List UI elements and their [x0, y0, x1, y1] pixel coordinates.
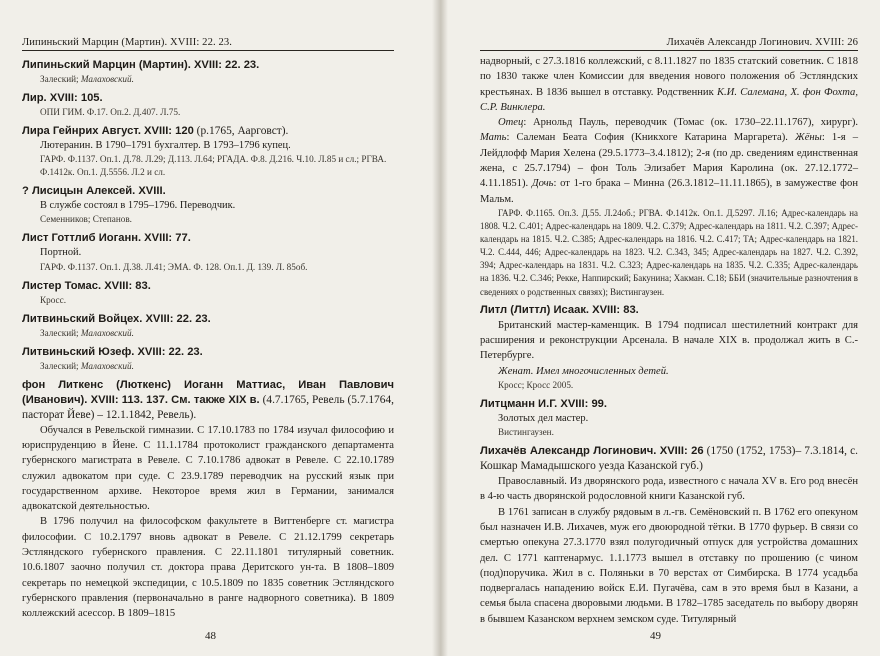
entry-sources: Залеский; Малаховский.: [40, 327, 134, 338]
entry-sources: ГАРФ. Ф.1165. Оп.3. Д.55. Л.24об.; РГВА. Ф.1412к. Оп.1. Д.5297. Л.16; Адрес-календарь на 1808. Ч.2. С.401; Адрес-календарь на 1809. Ч.2. С.379; Адрес-календарь на 1811. Ч.2. С.397; Адрес-календарь на 1815. Ч.2. С.385; Адрес-календарь на 1816. Ч.2. С.417; ТА; Адрес-календарь на 1821. Ч.2. С.444, 446; Адрес-календарь на 1823. Ч.2. С.343, 345; Адрес-календарь на 1827. Ч.2. С.392, 394; Адрес-календарь на 1831. Ч.2. С.323; Адрес-календарь на 1835. Ч.2. С.335; Адрес-календарь на 1836. Ч.2. С.346; Рекке, Наппирский; Бакунина; Хакман. С.18; ББИ (значительные разночтения в сведениях о родственных связях); Вистингаузен.: [480, 207, 858, 297]
entry-sources: Залеский; Малаховский.: [40, 360, 134, 371]
entry: [480, 397, 858, 439]
entry-text: В службе состоял в 1795–1796. Переводчик.: [40, 200, 236, 212]
left-page-body: [22, 51, 394, 621]
entry: [22, 345, 394, 373]
entry: [22, 91, 394, 119]
entry-paragraph: Обучался в Ревельской гимназии. С 17.10.1783 по 1784 изучал философию и юриспруденцию в Йене. С 11.1.1784 протоколист гражданского департамента губернского магистрата в Ревеле. С 7.10.1786 адвокат в Ревеле. С 22.10.1789 служил адвокатом при суде. С 23.9.1789 переводчик на русский язык при государственном архиве. Некоторое время жил в Германии, занимался адвокатской деятельностью.: [22, 424, 394, 513]
entry: [22, 231, 394, 273]
entry-litkens: [22, 378, 394, 622]
right-page-number: 49: [650, 630, 661, 642]
entry: [480, 303, 858, 392]
entry-sources: Залеский; Малаховский.: [40, 74, 134, 84]
entry-sources: ГАРФ. Ф.1137. Оп.1. Д.38. Л.41; ЭМА. Ф. 128. Оп.1. Д. 139. Л. 85об.: [40, 261, 308, 272]
entry-head: Липиньский Марцин (Мартин). XVIII: 22. 23.: [22, 59, 260, 71]
entry-head: Лист Готтлиб Иоганн. XVIII: 77.: [22, 232, 191, 245]
entry-likhachev: [480, 444, 858, 627]
entry-head: Литцманн И.Г. XVIII: 99.: [480, 397, 607, 410]
entry-sources: ГАРФ. Ф.1137. Оп.1. Д.78. Л.29; Д.113. Л.64; РГАДА. Ф.8. Д.216. Ч.10. Л.85 и сл.; РГВА. Ф.1412к. Оп.1. Д.5556. Л.2 и сл.: [40, 154, 387, 178]
entry-head: Лира Гейнрих Август. XVIII: 120 (р.1765, Аарговст).: [22, 125, 289, 137]
entry-sources: Кросс.: [40, 294, 66, 305]
entry: [22, 279, 394, 307]
entry-paragraph: Православный. Из дворянского рода, известного с начала XV в. Его род внесён в 4-ю часть дворянской родословной книги Казанской губ.: [480, 476, 858, 503]
entry: [22, 58, 394, 86]
entry-head: Лир. XVIII: 105.: [22, 92, 103, 104]
entry-text: Британский мастер-каменщик. В 1794 подписал шестилетний контракт для расширения и реконструкции Арсенала. В начале XIX в. продолжал жить в С.-Петербурге.: [480, 319, 858, 362]
entry: [22, 184, 394, 226]
family-paragraph: Отец: Арнольд Пауль, переводчик (Томас (ок. 1730–22.11.1767), хирург). Мать: Салеман Беата София (Кникхоге Катарина Маргарета). Жёны: 1-я – Лейдлофф Мария Хелена (29.5.1773–3.4.1812); 2-я (по др. сведениям единственная жена, с 25.7.1794) – фон Толь Элизабет Мария Каролина (ок. 27.12.1772–4.11.1851). Дочь: от 1-го брака – Минна (26.3.1812–11.11.1865), в замужестве фон Мальм.: [480, 117, 858, 205]
entry-head: Литвиньский Юзеф. XVIII: 22. 23.: [22, 345, 203, 358]
entry-text: Лютеранин. В 1790–1791 бухгалтер. В 1793–1796 купец.: [40, 140, 291, 151]
entry: [22, 312, 394, 340]
right-running-head: Лихачёв Александр Логинович. XVIII: 26: [480, 0, 858, 51]
entry-sources: ОПИ ГИМ. Ф.17. Оп.2. Д.407. Л.75.: [40, 107, 181, 117]
entry-text: Золотых дел мастер.: [498, 412, 589, 424]
entry-paragraph: В 1761 записан в службу рядовым в л.-гв. Семёновский п. В 1762 его опекуном был назначен И.В. Лихачев, муж его двоюродной тётки. В 1770 фурьер. В связи со смертью опекуна 27.3.1770 взял полугодичный отпуск для устройства домашних дел. С 1771 каптенармус. 1.1.1773 вышел в отставку по прошению (с чином (под)поручика. Жил в с. Поляньки в 70 верстах от Симбирска. В 1774 усадьба подвергалась нападению войск Е.И. Пугачёва, сам в это время был в Казани, а семья была спасена дворовыми людьми. В 1782–1785 заседатель по выбору дворян в бывшем Казанском верхнем земском суде. Титулярный: [480, 506, 858, 625]
entry-head: фон Литкенс (Люткенс) Иоганн Маттиас, Иван Павлович (Иванович). XVIII: 113. 137. См. также XIX в. (4.7.1765, Ревель (5.7.1764, пасторат Йеве) – 12.1.1842, Ревель).: [22, 378, 394, 421]
right-page-body: [480, 51, 858, 627]
entry-head: Литвиньский Войцех. XVIII: 22. 23.: [22, 312, 211, 325]
continued-paragraph: надворный, с 27.3.1816 коллежский, с 8.11.1827 по 1835 статский советник. С 1818 по 1830 также член Комиссии для введения нового положения об Эстляндских крестьянах. В 1836 вышел в отставку. Родственник К.И. Салемана, Х. фон Фохта, С.Р. Винклера.: [480, 56, 858, 113]
entry-paragraph: В 1796 получил на философском факультете в Виттенберге ст. магистра философии. С 10.2.1797 вновь адвокат в Ревеле. С 21.12.1799 секретарь Эстляндского губернского правления. С 22.11.1801 титулярный советник. 10.6.1807 заочно получил ст. доктора права Деритского ун-та. В 1808–1809 секретарь по немецкой экспедиции, с 10.5.1809 по 1835 советник Эстляндского губернского правления (первоначально в ранге надворного советника). В 1809 коллежский асессор. В 1809–1815: [22, 516, 394, 620]
left-page-number: 48: [205, 630, 216, 642]
entry-sources: Вистингаузен.: [498, 427, 554, 438]
entry-sources: Семенников; Степанов.: [40, 214, 132, 225]
right-page: [440, 0, 880, 656]
entry-text: Женат. Имел многочисленных детей.: [498, 365, 669, 377]
entry-head: ? Лисицын Алексей. XVIII.: [22, 185, 166, 198]
entry-sources: Кросс; Кросс 2005.: [498, 379, 574, 390]
entry-head: Литл (Литтл) Исаак. XVIII: 83.: [480, 303, 639, 316]
entry-text: Портной.: [40, 247, 82, 259]
entry: [22, 124, 394, 179]
entry-head: Лихачёв Александр Логинович. XVIII: 26 (1750 (1752, 1753)– 7.3.1814, с. Кошкар Мамадышского уезда Казанской губ.): [480, 445, 858, 473]
left-running-head: Липиньский Марцин (Мартин). XVIII: 22. 23.: [22, 0, 394, 51]
entry-head: Листер Томас. XVIII: 83.: [22, 279, 151, 292]
